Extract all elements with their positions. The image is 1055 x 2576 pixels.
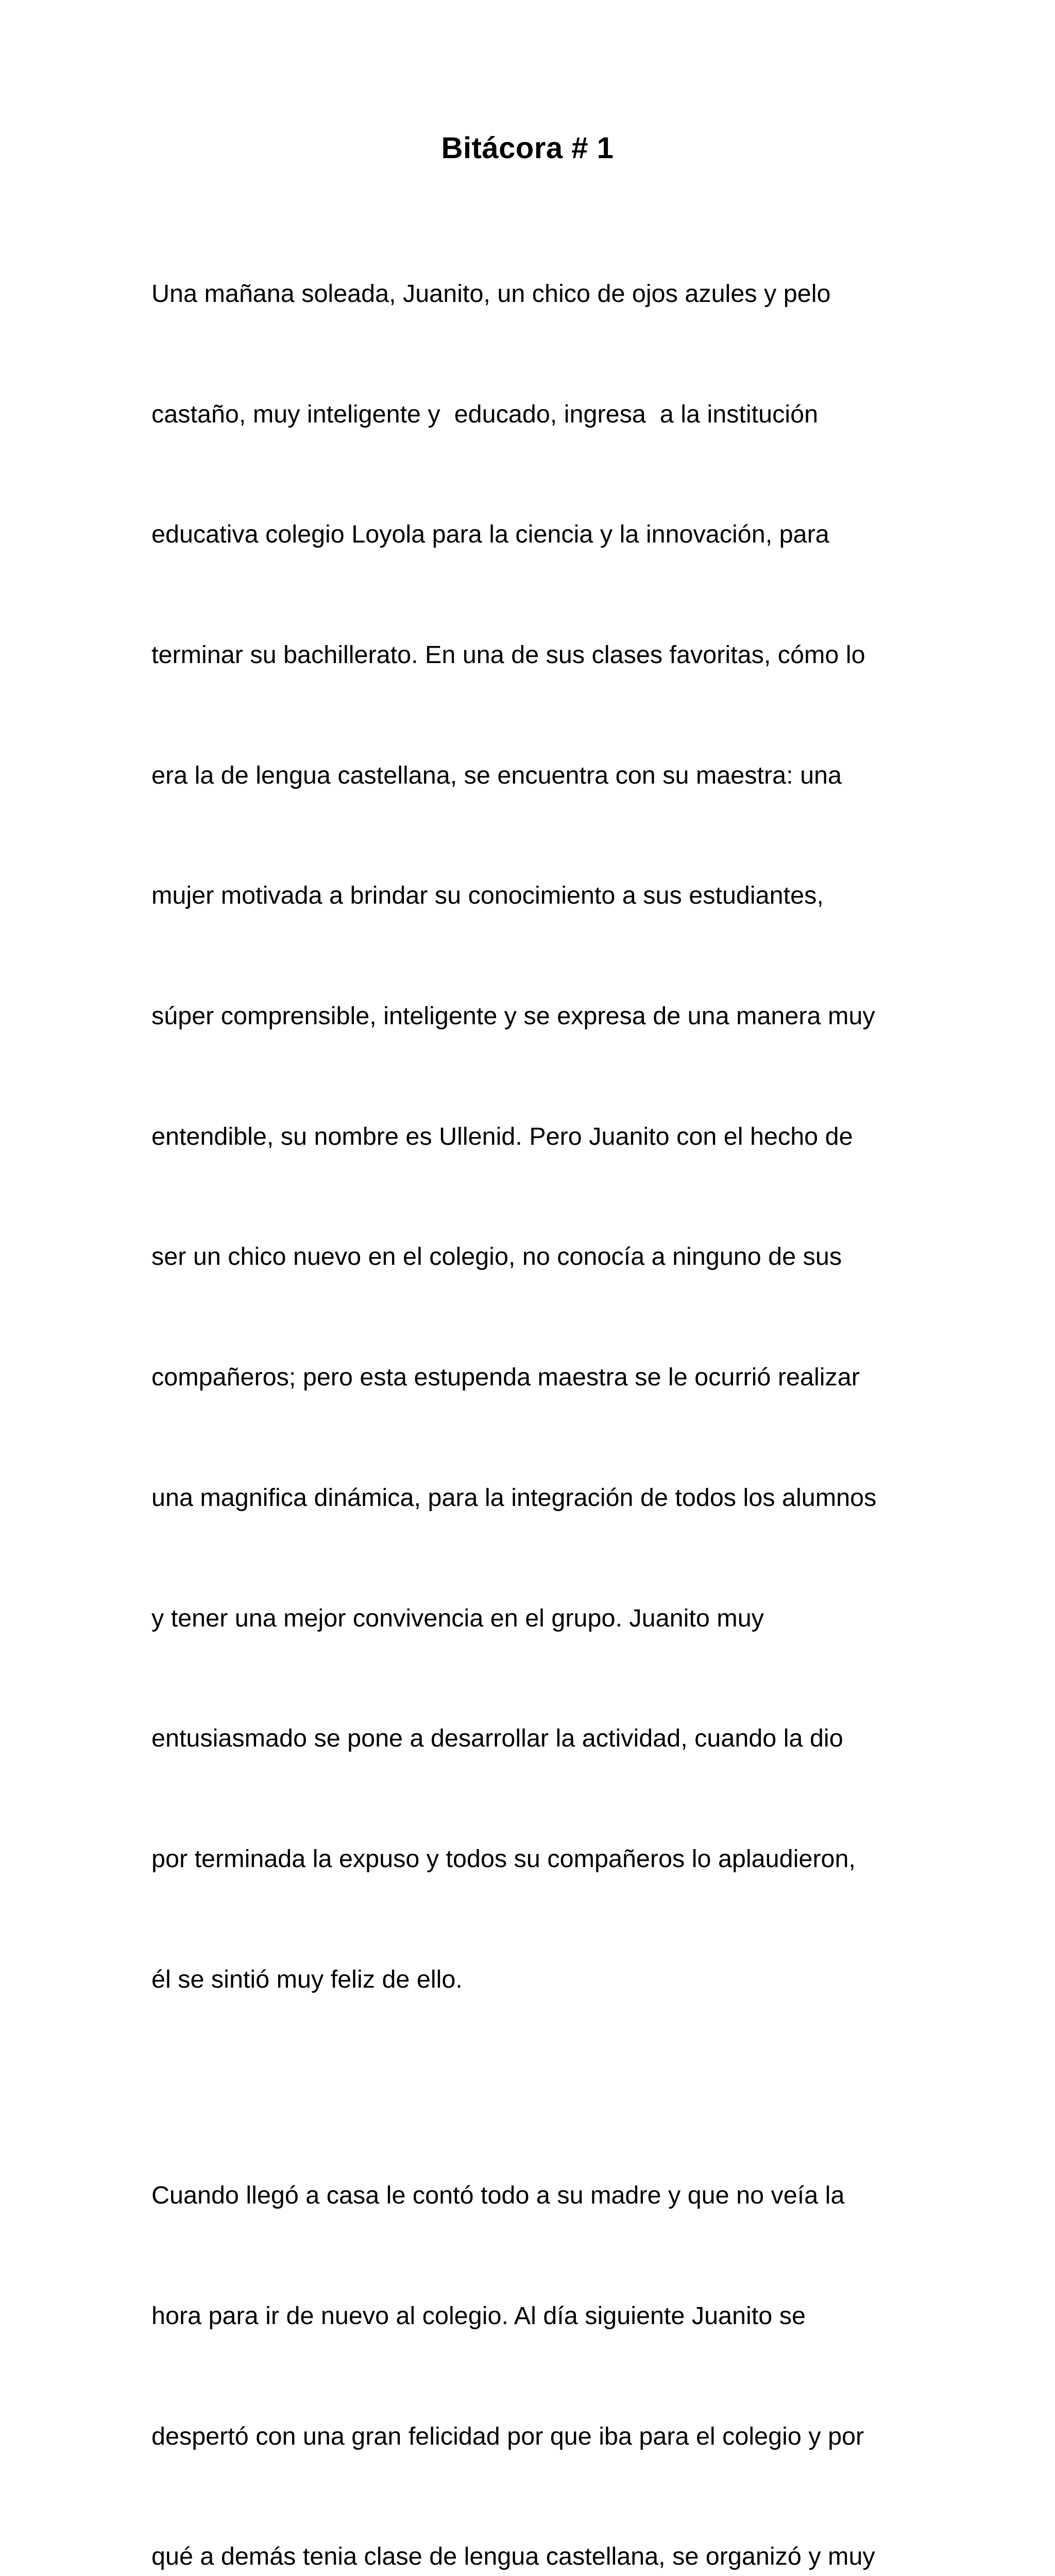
text-line: hora para ir de nuevo al colegio. Al día siguiente Juanito se (151, 2301, 806, 2330)
document-body (151, 194, 924, 2576)
text-line: él se sintió muy feliz de ello. (151, 1965, 463, 1993)
text-line: súper comprensible, inteligente y se expresa de una manera muy (151, 1002, 875, 1030)
text-line: y tener una mejor convivencia en el grupo. Juanito muy (151, 1604, 764, 1632)
paragraph-1 (151, 194, 924, 2080)
text-line: Una mañana soleada, Juanito, un chico de ojos azules y pelo (151, 279, 831, 308)
text-line: era la de lengua castellana, se encuentra con su maestra: una (151, 761, 842, 789)
text-line: ser un chico nuevo en el colegio, no conocía a ninguno de sus (151, 1243, 842, 1271)
document-title: Bitácora # 1 (441, 131, 614, 165)
text-line: qué a demás tenia clase de lengua castellana, se organizó y muy (151, 2543, 875, 2571)
text-line: castaño, muy inteligente y educado, ingresa a la institución (151, 400, 819, 428)
text-line: educativa colegio Loyola para la ciencia y la innovación, para (151, 520, 829, 549)
paragraph-2 (151, 2095, 924, 2576)
text-line: entendible, su nombre es Ullenid. Pero Juanito con el hecho de (151, 1122, 853, 1150)
text-line: por terminada la expuso y todos su compañeros lo aplaudieron, (151, 1844, 856, 1873)
text-line: entusiasmado se pone a desarrollar la actividad, cuando la dio (151, 1724, 843, 1753)
text-line: una magnifica dinámica, para la integración de todos los alumnos (151, 1483, 877, 1512)
text-line: Cuando llegó a casa le contó todo a su madre y que no veía la (151, 2181, 845, 2210)
text-line: terminar su bachillerato. En una de sus clases favoritas, cómo lo (151, 640, 865, 669)
text-line: despertó con una gran felicidad por que iba para el colegio y por (151, 2422, 864, 2450)
text-line: mujer motivada a brindar su conocimiento a sus estudiantes, (151, 882, 824, 910)
text-line: compañeros; pero esta estupenda maestra se le ocurrió realizar (151, 1363, 860, 1392)
